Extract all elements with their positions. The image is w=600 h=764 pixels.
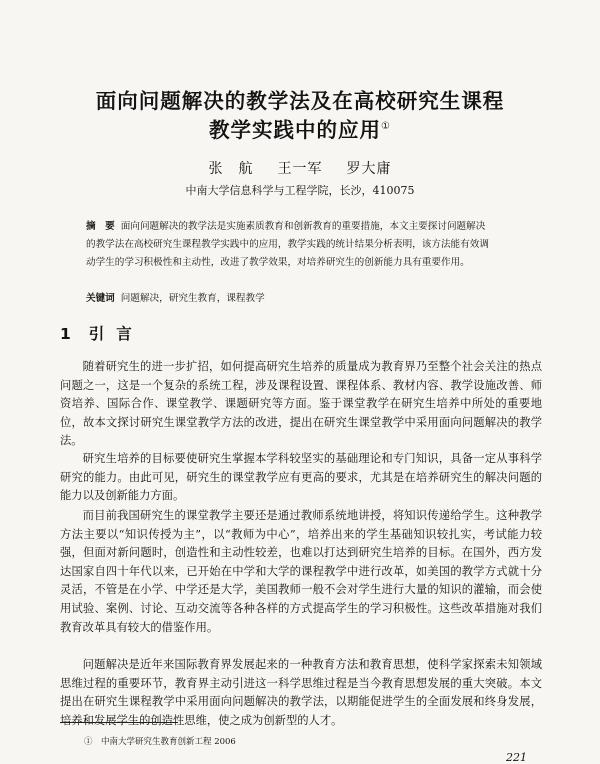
section-number: 1: [60, 325, 71, 343]
body-paragraph: 问题解决是近年来国际教育界发展起来的一种教育方法和教育思想，使科学家探索未知领域思维过程的重要环节，教育界主动引进这一科学思维过程是当今教育思想发展的重大突破。本文提出在研究生课程教学中采用面向问题解决的教学法，以期能促进学生的全面发展和终身发展，培养和发展学生的创造性思维，使之成为创新型的人才。: [60, 658, 542, 727]
body-paragraph: 研究生培养的目标要使研究生掌握本学科较坚实的基础理论和专门知识，具备一定从事科学研究的能力。由此可见，研究生的课堂教学应有更高的要求，尤其是在培养研究生的解决问题的能力以及创新能力方面。: [60, 452, 542, 503]
paper-title-text: 教学实践中的应用: [209, 117, 382, 142]
title-footnote-mark: ①: [381, 121, 391, 132]
paper-title-line-1: 面向问题解决的教学法及在高校研究生课程: [95, 89, 505, 113]
author-name: 张 航: [208, 161, 254, 177]
footnote: ① 中南大学研究生教育创新工程 2006: [84, 737, 236, 747]
abstract-text: 面向问题解决的教学法是实施素质教育和创新教育的重要措施，本文主要探讨问题解决: [120, 221, 486, 232]
body-paragraph: 随着研究生的进一步扩招，如何提高研究生培养的质量成为教育界乃至整个社会关注的热点问题之一，这是一个复杂的系统工程，涉及课程设置、课程体系、教材内容、教学设施改善、师资培养、国际合作、课堂教学、课题研究等方面。鉴于课堂教学在研究生培养中所处的重要地位，故本文探讨研究生课堂教学方法的改进，提出在研究生课堂教学中采用面向问题解决的教学法。: [60, 360, 542, 448]
abstract-line: 动学生的学习积极性和主动性，改进了教学效果，对培养研究生的创新能力具有重要作用。: [86, 257, 470, 268]
author-list: [0, 158, 600, 178]
section-title: 引言: [88, 325, 144, 343]
abstract-line: [86, 218, 532, 236]
keywords-text: 问题解决，研究生教育，课程教学: [120, 293, 265, 304]
section-heading: [60, 322, 144, 344]
keywords-label: 关键词: [86, 293, 115, 304]
body-paragraph: 而目前我国研究生的课堂教学主要还是通过教师系统地讲授，将知识传递给学生。这种教学方法主要以“知识传授为主”，以“教师为中心”，培养出来的学生基础知识较扎实，考试能力较强，但面对新问题时，创造性和主动性较差，也难以打达到研究生培养的目标。在国外，西方发达国家自四十年代以来，已开始在中学和大学的课程教学中进行改革，如美国的教学方式就十分灵活，不管是在小学、中学还是大学，美国教师一般不会对学生进行大量的知识的灌输，而会使用试验、案例、讨论、互动交流等各种各样的方式提高学生的学习积极性。这些改革措施对我们教育改革具有较大的借鉴作用。: [60, 509, 542, 634]
affiliation: 中南大学信息科学与工程学院，长沙，410075: [185, 184, 415, 197]
footnote-divider: [60, 722, 178, 723]
author-name: 罗大庸: [346, 161, 392, 177]
abstract-line: 的教学法在高校研究生课程教学实践中的应用，教学实践的统计结果分析表明，该方法能有效调: [86, 239, 489, 250]
page-number: 221: [506, 751, 527, 764]
paper-title-line-2: [0, 114, 600, 143]
abstract-label: 摘 要: [86, 221, 115, 232]
keywords: [86, 290, 532, 304]
author-name: 王一军: [277, 161, 323, 177]
